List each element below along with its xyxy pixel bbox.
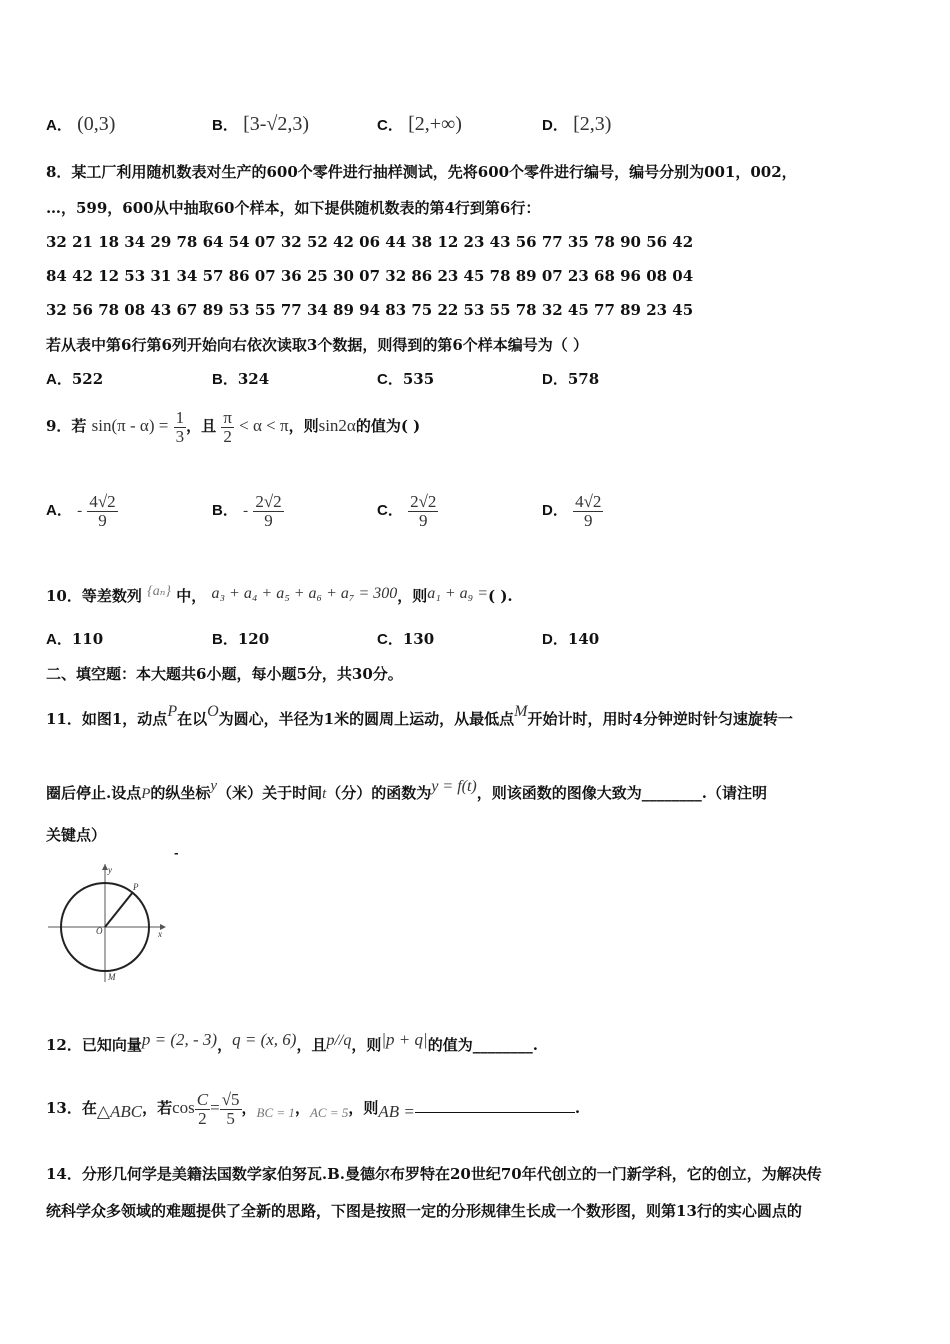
- q13-cos: cos: [172, 1098, 195, 1117]
- q9-f1-num: 1: [175, 407, 185, 427]
- q11-figure-label-O: O: [96, 926, 103, 936]
- q9-option-c-num: 2√2: [410, 491, 437, 511]
- q12-p: p = (2, - 3): [141, 1030, 218, 1049]
- q10-tail2: ( ).: [488, 587, 513, 605]
- q8-line3: 若从表中第6行第6列开始向右依次读取3个数据，则得到的第6个样本编号为（ ）: [46, 336, 588, 354]
- q13-d: ，: [294, 1099, 310, 1117]
- q9-option-c-label: C．: [377, 502, 403, 519]
- q11-l2d: （分）的函数为: [326, 784, 432, 802]
- q9-option-a: [46, 490, 118, 531]
- q9-option-d-fraction: [573, 493, 603, 530]
- q9-option-b: [212, 490, 284, 531]
- q9-tail1: ，则: [288, 417, 319, 435]
- q8-option-a: [46, 369, 103, 390]
- q7-option-b-value: [3-√2,3): [243, 113, 310, 135]
- q9-option-b-den: 9: [264, 510, 273, 530]
- q8-table-row-5: 84 42 12 53 31 34 57 86 07 36 25 30 07 32 86 23 45 78 89 07 23 68 96 08 04: [46, 267, 694, 285]
- q10-expr: a₁ + a₉ =: [427, 585, 488, 602]
- q8-option-d-label: D．: [542, 371, 568, 388]
- q9-option-a-fraction: [87, 493, 117, 530]
- q9-option-c-fraction: [408, 493, 438, 530]
- q10-option-d-label: D．: [542, 631, 568, 648]
- q10-sum: a₃ + a₄ + a₅ + a₆ + a₇ = 300: [211, 585, 398, 602]
- q12-e: 的值为________.: [427, 1036, 538, 1054]
- q12-parallel: p//q: [326, 1032, 352, 1049]
- q11-figure-label-x: x: [158, 929, 162, 939]
- q12-a: 12．已知向量: [46, 1036, 142, 1054]
- q9-fraction-2: [221, 409, 234, 446]
- q8-option-c: [377, 369, 434, 390]
- q11-O: O: [207, 703, 219, 720]
- q11-l2a: 圈后停止.设点: [46, 784, 142, 802]
- q11-P: P: [167, 703, 178, 720]
- q13-ab: AB =: [378, 1102, 415, 1121]
- q11-line3: 关键点）: [46, 826, 107, 844]
- q10-mid: 中，: [176, 587, 207, 605]
- q12-c: ，且: [296, 1036, 327, 1054]
- q8-table-row-6: 32 56 78 08 43 67 89 53 55 77 34 89 94 83 75 22 53 55 78 32 45 77 89 23 45: [46, 301, 694, 319]
- q11-dash: -: [174, 847, 179, 860]
- q10-option-c: [377, 629, 434, 650]
- q9-option-d-num: 4√2: [575, 491, 602, 511]
- q10-number: 10．等差数列: [46, 587, 142, 605]
- q11-figure-label-M: M: [108, 972, 116, 982]
- q14-line2: 统科学众多领域的难题提供了全新的思路，下图是按照一定的分形规律生长成一个数形图，则第13行的实心圆点的: [46, 1202, 802, 1220]
- q13-f2-num: √5: [221, 1089, 240, 1109]
- q13-bc: BC = 1: [256, 1105, 295, 1120]
- q13-ac: AC = 5: [309, 1105, 349, 1120]
- q11-p2: 在以: [177, 710, 208, 728]
- q11-l2t: t: [322, 786, 327, 802]
- q13-c: ，: [241, 1099, 257, 1117]
- q7-option-b-label: B．: [212, 117, 238, 134]
- q10-option-d: [542, 629, 599, 650]
- q9-option-c-den: 9: [419, 510, 428, 530]
- q9-option-d-den: 9: [584, 510, 593, 530]
- q14-line1: 14．分形几何学是美籍法国数学家伯努瓦.B.曼德尔布罗特在20世纪70年代创立的一门新学科，它的创立，为解决传: [46, 1165, 822, 1183]
- q10-option-b: [212, 629, 269, 650]
- q10-sequence: {aₙ}: [147, 584, 171, 599]
- q7-option-c-value: [2,+∞): [408, 113, 462, 135]
- q13-a: 13．在: [46, 1099, 97, 1117]
- q12-stem: [46, 1028, 538, 1057]
- q10-option-c-label: C．: [377, 631, 403, 648]
- q9-option-a-num: 4√2: [89, 491, 116, 511]
- q8-line2: …，599，600从中抽取60个样本，如下提供随机数表的第4行到第6行：: [46, 199, 541, 217]
- q9-option-a-sign: -: [77, 503, 83, 519]
- q8-option-a-label: A．: [46, 371, 72, 388]
- q10-stem: [46, 580, 513, 608]
- q9-mid: ，且: [186, 417, 217, 435]
- q9-number: 9．若: [46, 417, 87, 435]
- q8-option-d-value: 578: [567, 370, 600, 388]
- q13-tail: .: [574, 1099, 581, 1117]
- q13-e: ，则: [348, 1099, 379, 1117]
- q9-option-d-label: D．: [542, 502, 568, 519]
- q8-option-d: [542, 369, 599, 390]
- section-2-heading: 二、填空题：本大题共6小题，每小题5分，共30分。: [46, 665, 403, 683]
- q13-f2-den: 5: [226, 1108, 235, 1128]
- q11-l2f: y = f(t): [431, 778, 477, 795]
- q8-option-b-value: 324: [237, 370, 270, 388]
- q11-line2: [46, 774, 767, 806]
- q7-option-c: [377, 114, 462, 136]
- q11-figure-radius-OP: [105, 892, 133, 927]
- q11-l2y: y: [210, 778, 218, 794]
- q11-p4: 开始计时，用时4分钟逆时针匀速旋转一: [527, 710, 793, 728]
- q13-fraction-2: [220, 1091, 242, 1128]
- q9-f2-den: 2: [223, 426, 232, 446]
- q12-abs: |p + q|: [381, 1030, 428, 1049]
- q13-f1-num: C: [196, 1089, 209, 1109]
- q10-option-a: [46, 629, 103, 650]
- q9-stem: [46, 406, 420, 446]
- q13-b: ，若: [142, 1099, 173, 1117]
- q11-figure-label-y: y: [108, 865, 112, 875]
- q8-table-row-4: 32 21 18 34 29 78 64 54 07 32 52 42 06 44 38 12 23 43 56 77 35 78 90 56 42: [46, 233, 694, 251]
- q11-p1: 11．如图1，动点: [46, 710, 168, 728]
- q9-inequality: < α < π: [239, 416, 289, 435]
- q12-d: ，则: [351, 1036, 382, 1054]
- q7-option-d-value: [2,3): [573, 113, 612, 135]
- q12-b: ，: [217, 1036, 233, 1054]
- q10-option-a-label: A．: [46, 631, 72, 648]
- q11-p3: 为圆心，半径为1米的圆周上运动，从最低点: [218, 710, 515, 728]
- q8-option-c-label: C．: [377, 371, 403, 388]
- q10-option-a-value: 110: [71, 630, 104, 648]
- q13-stem: [46, 1086, 580, 1135]
- q11-figure-circle: [44, 860, 170, 986]
- q7-option-d-label: D．: [542, 117, 568, 134]
- q7-option-a: [46, 114, 115, 136]
- q10-option-b-value: 120: [237, 630, 270, 648]
- q9-option-d: [542, 490, 603, 531]
- q7-option-a-label: A．: [46, 117, 72, 134]
- q8-option-c-value: 535: [402, 370, 435, 388]
- q11-l2c: （米）关于时间: [217, 784, 323, 802]
- q10-option-b-label: B．: [212, 631, 238, 648]
- q9-option-a-den: 9: [98, 510, 107, 530]
- q7-option-c-label: C．: [377, 117, 403, 134]
- q7-option-a-value: (0,3): [77, 113, 116, 135]
- q11-line1: [46, 700, 793, 731]
- q9-expr2: sin2α: [318, 416, 356, 435]
- q13-triangle: △ABC: [96, 1102, 143, 1121]
- q9-expr1: sin(π - α) =: [91, 416, 169, 435]
- q8-line1: 8．某工厂利用随机数表对生产的600个零件进行抽样测试，先将600个零件进行编号，编号分别为001，002，: [46, 163, 797, 181]
- q8-option-b: [212, 369, 269, 390]
- q8-option-a-value: 522: [71, 370, 104, 388]
- q9-option-a-label: A．: [46, 502, 72, 519]
- q9-tail2: 的值为( ): [355, 417, 421, 435]
- q9-fraction-1: [174, 409, 187, 446]
- q11-l2e: ，则该函数的图像大致为________.（请注明: [476, 784, 767, 802]
- q13-fraction-1: [195, 1091, 210, 1128]
- q11-M: M: [514, 703, 528, 720]
- q9-f1-den: 3: [175, 426, 185, 446]
- q13-answer-blank: [415, 1098, 575, 1113]
- q9-option-c: [377, 490, 438, 531]
- q13-eq: =: [210, 1098, 220, 1117]
- q13-f1-den: 2: [198, 1108, 207, 1128]
- q8-option-b-label: B．: [212, 371, 238, 388]
- q9-option-b-num: 2√2: [255, 491, 282, 511]
- q7-option-b: [212, 114, 309, 136]
- q10-option-d-value: 140: [567, 630, 600, 648]
- q12-q: q = (x, 6): [232, 1030, 297, 1049]
- q9-f2-num: π: [223, 407, 232, 427]
- q10-tail1: ，则: [397, 587, 428, 605]
- q11-l2P: P: [141, 786, 151, 802]
- q7-option-d: [542, 114, 611, 136]
- q9-option-b-fraction: [253, 493, 283, 530]
- q9-option-b-sign: -: [243, 503, 249, 519]
- q11-figure-label-P: P: [133, 882, 139, 892]
- q11-l2b: 的纵坐标: [150, 784, 211, 802]
- q9-option-b-label: B．: [212, 502, 238, 519]
- q10-option-c-value: 130: [402, 630, 435, 648]
